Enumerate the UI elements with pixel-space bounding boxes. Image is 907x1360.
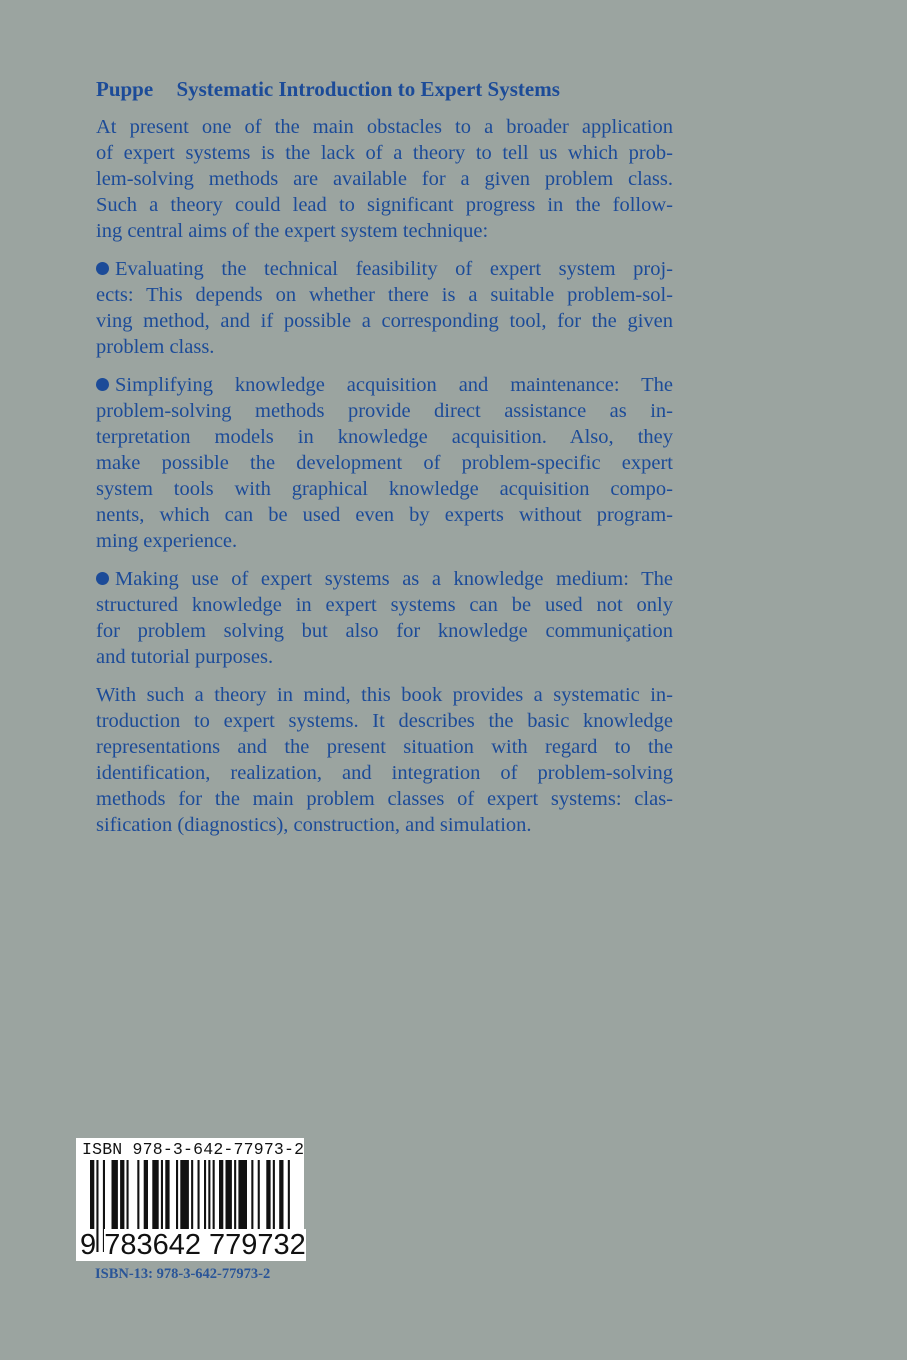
text-line — [96, 644, 673, 670]
text-line — [96, 450, 673, 476]
text-line-content: make possible the development of problem-specific expert — [96, 452, 673, 474]
text-line-content: ing central aims of the expert system technique: — [96, 220, 489, 242]
text-line — [96, 528, 673, 554]
text-line-content: problem class. — [96, 336, 215, 358]
text-line — [96, 812, 673, 838]
text-line-content: With such a theory in mind, this book provides a systematic in- — [96, 684, 673, 706]
text-line-content: methods for the main problem classes of expert systems: clas- — [96, 788, 673, 810]
paragraph — [96, 114, 673, 244]
text-line-content: ving method, and if possible a corresponding tool, for the given — [96, 310, 673, 332]
text-line — [96, 734, 673, 760]
text-line-content: At present one of the main obstacles to a broader application — [96, 116, 673, 138]
text-line — [96, 166, 673, 192]
text-line — [96, 282, 673, 308]
barcode-digit-first: 9 — [80, 1229, 97, 1261]
text-line — [96, 786, 673, 812]
text-line-content: ming experience. — [96, 530, 238, 552]
barcode — [76, 1138, 304, 1261]
bullet-icon — [96, 262, 109, 275]
text-line-content: Evaluating the technical feasibility of expert system proj- — [115, 258, 673, 280]
bullet-icon — [96, 572, 109, 585]
text-line — [96, 398, 673, 424]
text-line — [96, 618, 673, 644]
text-line — [96, 476, 673, 502]
isbn13-text: ISBN-13: 978-3-642-77973-2 — [95, 1266, 271, 1282]
bullet-paragraph — [96, 372, 673, 554]
text-line — [96, 760, 673, 786]
text-line-content: and tutorial purposes. — [96, 646, 274, 668]
text-line — [96, 708, 673, 734]
paragraph — [96, 682, 673, 838]
text-line — [96, 256, 673, 282]
barcode-digits — [80, 1230, 306, 1260]
text-line-content: Such a theory could lead to significant progress in the follow- — [96, 194, 673, 216]
text-line — [96, 114, 673, 140]
text-line-content: ects: This depends on whether there is a suitable problem-sol- — [96, 284, 673, 306]
text-line — [96, 424, 673, 450]
text-line — [96, 592, 673, 618]
book-title: Systematic Introduction to Expert Systems — [176, 77, 560, 101]
text-line-content: terpretation models in knowledge acquisition. Also, they — [96, 426, 673, 448]
text-line — [96, 218, 673, 244]
text-line-content: identification, realization, and integration of problem-solving — [96, 762, 673, 784]
blurb-text — [96, 114, 673, 850]
text-line-content: problem-solving methods provide direct assistance as in- — [96, 400, 673, 422]
text-line-content: Making use of expert systems as a knowledge medium: The — [115, 568, 673, 590]
text-line — [96, 372, 673, 398]
text-line-content: nents, which can be used even by experts without program- — [96, 504, 673, 526]
barcode-isbn-label: ISBN 978-3-642-77973-2 — [82, 1140, 305, 1159]
text-line-content: lem-solving methods are available for a given problem class. — [96, 168, 673, 190]
text-line — [96, 502, 673, 528]
text-line-content: troduction to expert systems. It describes the basic knowledge — [96, 710, 673, 732]
text-line — [96, 334, 673, 360]
text-line — [96, 140, 673, 166]
text-line — [96, 192, 673, 218]
bullet-icon — [96, 378, 109, 391]
text-line-content: sification (diagnostics), construction, and simulation. — [96, 814, 532, 836]
author-name: Puppe — [96, 77, 154, 101]
text-line-content: Simplifying knowledge acquisition and maintenance: The — [115, 374, 673, 396]
text-line — [96, 682, 673, 708]
text-line-content: of expert systems is the lack of a theory to tell us which prob- — [96, 142, 673, 164]
text-line — [96, 308, 673, 334]
bullet-paragraph — [96, 256, 673, 360]
text-line-content: structured knowledge in expert systems can be used not only — [96, 594, 673, 616]
text-line-content: for problem solving but also for knowledge communiçation — [96, 620, 673, 642]
text-line-content: representations and the present situation with regard to the — [96, 736, 673, 758]
cover-heading — [96, 77, 560, 102]
text-line-content: system tools with graphical knowledge acquisition compo- — [96, 478, 673, 500]
bullet-paragraph — [96, 566, 673, 670]
barcode-digits-rest: 783642 779732 — [104, 1229, 306, 1261]
text-line — [96, 566, 673, 592]
